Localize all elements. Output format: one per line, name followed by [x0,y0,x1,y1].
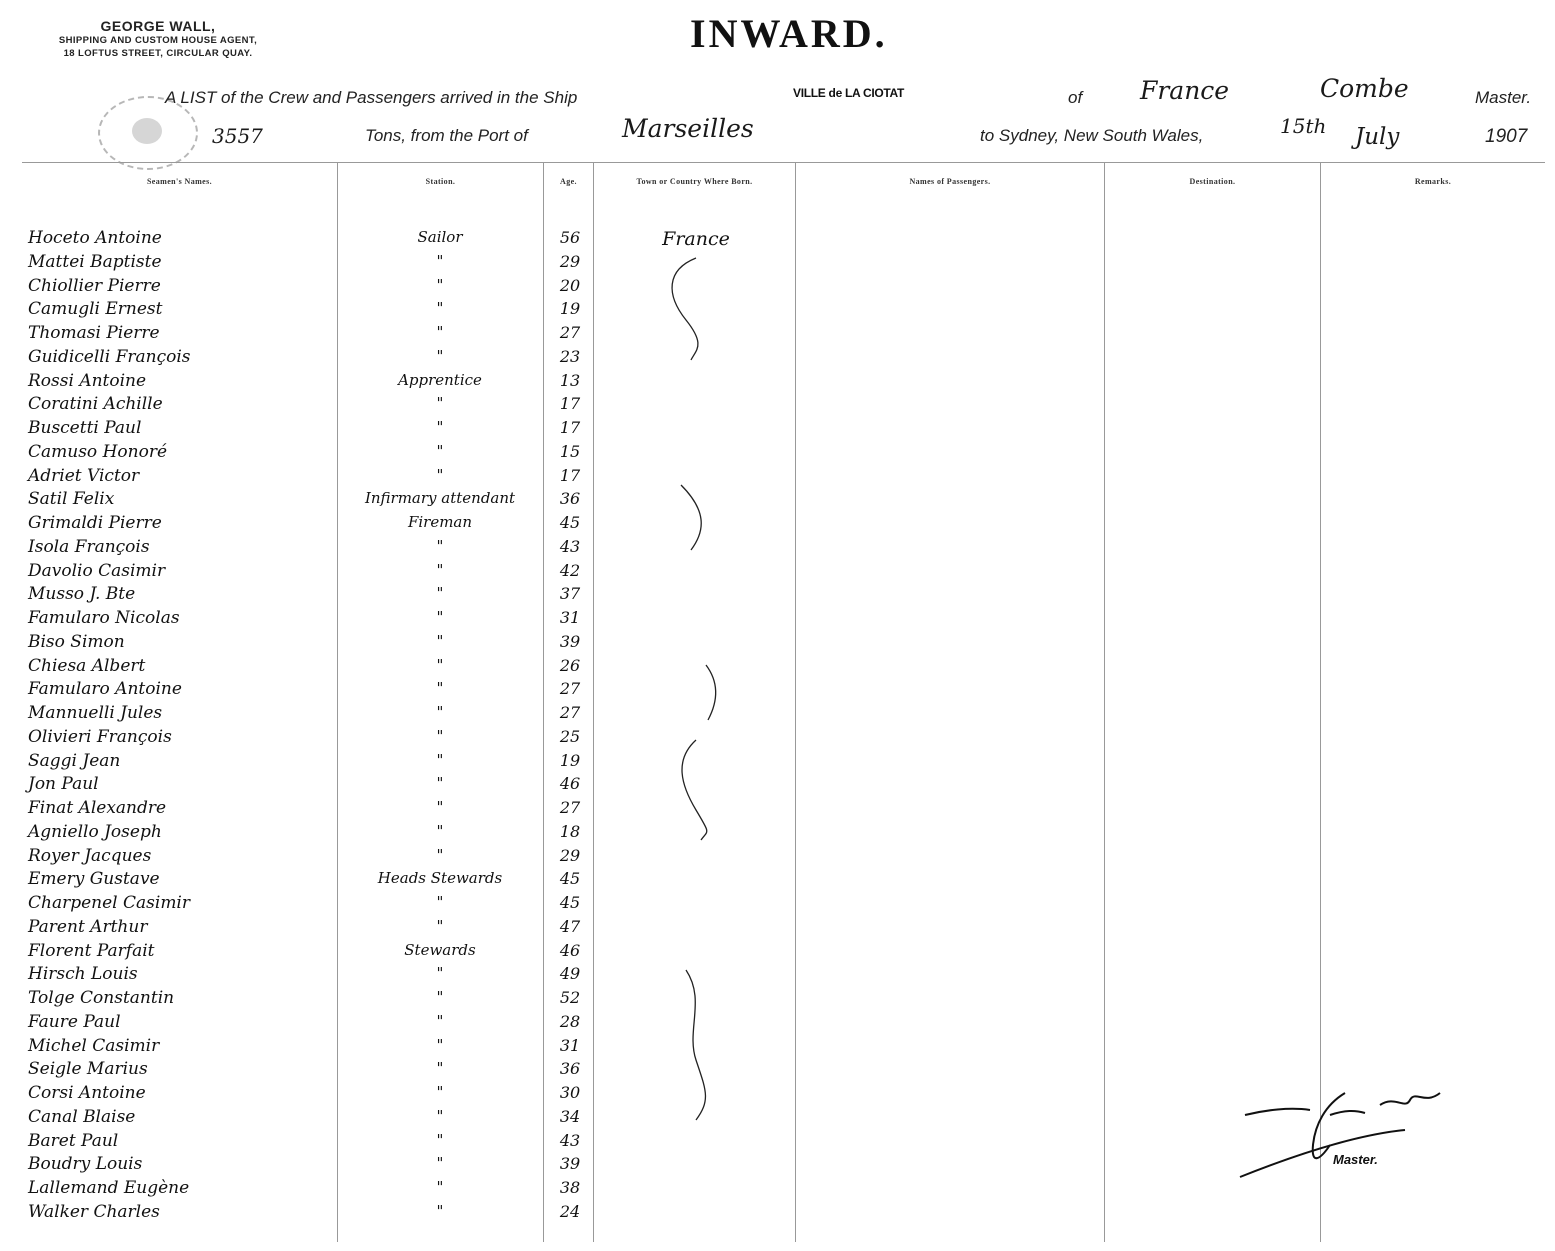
agent-block [8,18,308,60]
crew-age: 25 [559,726,581,746]
crew-station: " [436,323,444,341]
crew-age: 34 [559,1106,581,1126]
crew-station: " [436,1154,444,1173]
agent-line-2: 18 LOFTUS STREET, CIRCULAR QUAY. [63,48,253,59]
crew-station: " [436,703,444,721]
master-name: Combe [1320,74,1409,103]
crew-name: Camugli Ernest [28,299,163,320]
crew-station: Fireman [407,513,473,531]
crew-name: Famularo Nicolas [28,608,180,628]
crew-name: Camuso Honoré [28,441,168,462]
crew-name: Rossi Antoine [28,370,147,391]
crew-age: 27 [559,323,581,342]
crew-age: 56 [559,228,581,247]
crew-name: Grimaldi Pierre [28,513,162,533]
crew-name: Adriet Victor [28,465,140,486]
crew-station: " [436,1106,444,1125]
crew-station: " [436,465,444,484]
document-title: INWARD. [690,11,888,56]
year-value: 1907 [1485,126,1528,147]
column-header-remarks: Remarks. [1414,177,1452,186]
crew-name: Biso Simon [28,631,125,652]
crew-name: Guidicelli François [28,346,191,367]
crew-station: " [436,1083,444,1101]
crew-age: 28 [559,1011,581,1031]
crew-age: 49 [559,964,581,984]
crew-station: " [436,988,444,1006]
crew-age: 36 [559,1059,581,1079]
ditto-marks [596,240,796,1240]
crew-station: Infirmary attendant [364,489,516,508]
crew-name: Baret Paul [28,1130,119,1151]
crew-station: " [436,1035,444,1054]
crew-station: " [436,798,444,816]
destination-label: to Sydney, New South Wales, [980,126,1204,145]
crew-station: " [436,560,444,579]
crew-name: Walker Charles [28,1201,160,1222]
month-value: July [1355,124,1400,150]
crew-station: " [436,1059,444,1078]
crew-age: 19 [559,750,581,770]
crew-station: " [436,1201,444,1220]
crew-name: Tolge Constantin [28,988,175,1008]
crew-age: 42 [559,560,581,580]
crew-name: Famularo Antoine [28,679,182,700]
crew-age: 38 [559,1178,581,1197]
crew-station: " [436,679,444,698]
crew-station: " [436,1178,444,1196]
day-value: 15th [1280,114,1327,138]
crew-age: 23 [559,346,581,366]
crew-age: 31 [559,608,581,627]
agent-line-1: SHIPPING AND CUSTOM HOUSE AGENT, [58,35,258,46]
crew-station: " [436,631,444,650]
crew-name: Davolio Casimir [28,560,166,581]
signature-label: Master. [1333,1152,1378,1167]
crew-name: Coratini Achille [28,394,163,415]
crew-age: 47 [559,916,581,936]
crew-age: 43 [559,536,581,556]
crew-station: " [436,394,444,413]
crew-station: " [436,821,444,840]
master-signature [1235,1085,1465,1185]
crew-station: " [436,608,444,626]
crew-station: " [436,275,444,294]
crew-station: " [436,1011,444,1030]
crew-age: 24 [559,1201,581,1221]
country-value: France [1140,76,1230,105]
crew-name: Faure Paul [28,1011,121,1032]
crew-age: 27 [559,703,581,722]
crew-age: 52 [559,988,581,1007]
crew-station: Stewards [404,940,476,959]
crew-station: " [436,251,444,270]
crew-station: " [436,750,444,769]
crew-name: Buscetti Paul [28,418,142,438]
tons-label: Tons, from the Port of [365,126,528,145]
crew-station: " [436,299,444,318]
crew-name: Florent Parfait [28,940,155,961]
crew-age: 27 [559,679,581,699]
crew-name: Mattei Baptiste [28,251,162,272]
crew-age: 36 [559,489,581,509]
list-prefix: A LIST of the Crew and Passengers arrived in the Ship [165,88,578,107]
crew-station: " [436,964,444,983]
crew-station: " [436,346,444,365]
crew-name: Charpenel Casimir [28,893,190,913]
crew-station: " [436,893,444,911]
crew-name: Emery Gustave [28,869,160,890]
crew-name: Lallemand Eugène [28,1178,190,1198]
of-label: of [1068,88,1083,107]
crew-age: 27 [559,798,581,817]
crew-name: Royer Jacques [28,845,152,866]
crew-station: " [436,655,444,674]
crew-age: 17 [559,418,581,437]
crew-age: 18 [559,821,581,841]
column-header-seamen: Seamen's Names. [146,177,213,186]
crew-age: 45 [559,893,581,912]
crew-station: Heads Stewards [377,869,503,888]
crew-age: 45 [559,513,581,532]
crew-station: " [436,774,444,793]
crew-age: 39 [559,1154,581,1174]
crew-station: " [436,418,444,436]
crew-age: 29 [559,845,581,865]
column-header-destination: Destination. [1189,177,1236,186]
crew-station: " [436,726,444,745]
agent-name: GEORGE WALL, [100,18,216,34]
crew-age: 31 [559,1035,581,1055]
crew-name: Olivieri François [28,726,172,747]
crew-name: Isola François [28,536,150,557]
crew-station: Apprentice [398,370,482,389]
crew-name: Seigle Marius [28,1059,148,1080]
crew-name: Michel Casimir [28,1035,160,1056]
crew-name: Corsi Antoine [28,1083,146,1103]
crew-name: Canal Blaise [28,1106,136,1127]
crew-name: Thomasi Pierre [28,323,160,343]
crew-age: 13 [559,370,581,390]
crew-name: Saggi Jean [28,750,121,771]
crew-age: 15 [559,441,581,461]
crew-age: 43 [559,1130,581,1150]
crew-station: " [436,916,444,935]
crew-age: 37 [559,584,581,604]
column-header-station: Station. [425,177,456,186]
crew-station: " [436,536,444,555]
crew-age: 17 [559,465,581,485]
crew-name: Chiollier Pierre [28,275,161,296]
tonnage-value: 3557 [212,124,263,148]
crew-station: " [436,1130,444,1149]
crew-name: Jon Paul [28,774,99,795]
crew-name: Chiesa Albert [28,655,146,676]
column-header-birthplace: Town or Country Where Born. [636,177,753,186]
crew-age: 45 [559,869,581,889]
table-top-rule [22,162,1545,163]
crew-age: 20 [559,275,581,295]
crew-name: Parent Arthur [28,916,148,937]
port-value: Marseilles [622,114,754,143]
ship-name: VILLE de LA CIOTAT [793,86,905,100]
column-header-passengers: Names of Passengers. [909,177,991,186]
crew-station: " [436,845,444,864]
crew-age: 39 [559,631,581,651]
crew-name: Mannuelli Jules [28,703,163,723]
crew-name: Boudry Louis [28,1154,143,1175]
crew-birthplace: France [662,228,730,250]
crew-station: " [436,441,444,460]
crew-age: 26 [559,655,581,675]
crew-name: Musso J. Bte [28,584,136,605]
crew-age: 29 [559,251,581,271]
crew-name: Hirsch Louis [28,964,138,985]
crew-name: Agniello Joseph [28,821,162,842]
crew-age: 46 [559,940,581,960]
column-header-age: Age. [560,177,577,186]
crew-age: 30 [559,1083,581,1102]
crew-station: Sailor [417,228,463,246]
crew-age: 19 [559,299,581,319]
crew-station: " [436,584,444,603]
crew-name: Satil Felix [28,489,115,510]
crew-age: 17 [559,394,581,414]
master-label: Master. [1475,88,1532,107]
crew-age: 46 [559,774,581,794]
crew-name: Hoceto Antoine [28,228,162,248]
crew-name: Finat Alexandre [28,798,167,818]
